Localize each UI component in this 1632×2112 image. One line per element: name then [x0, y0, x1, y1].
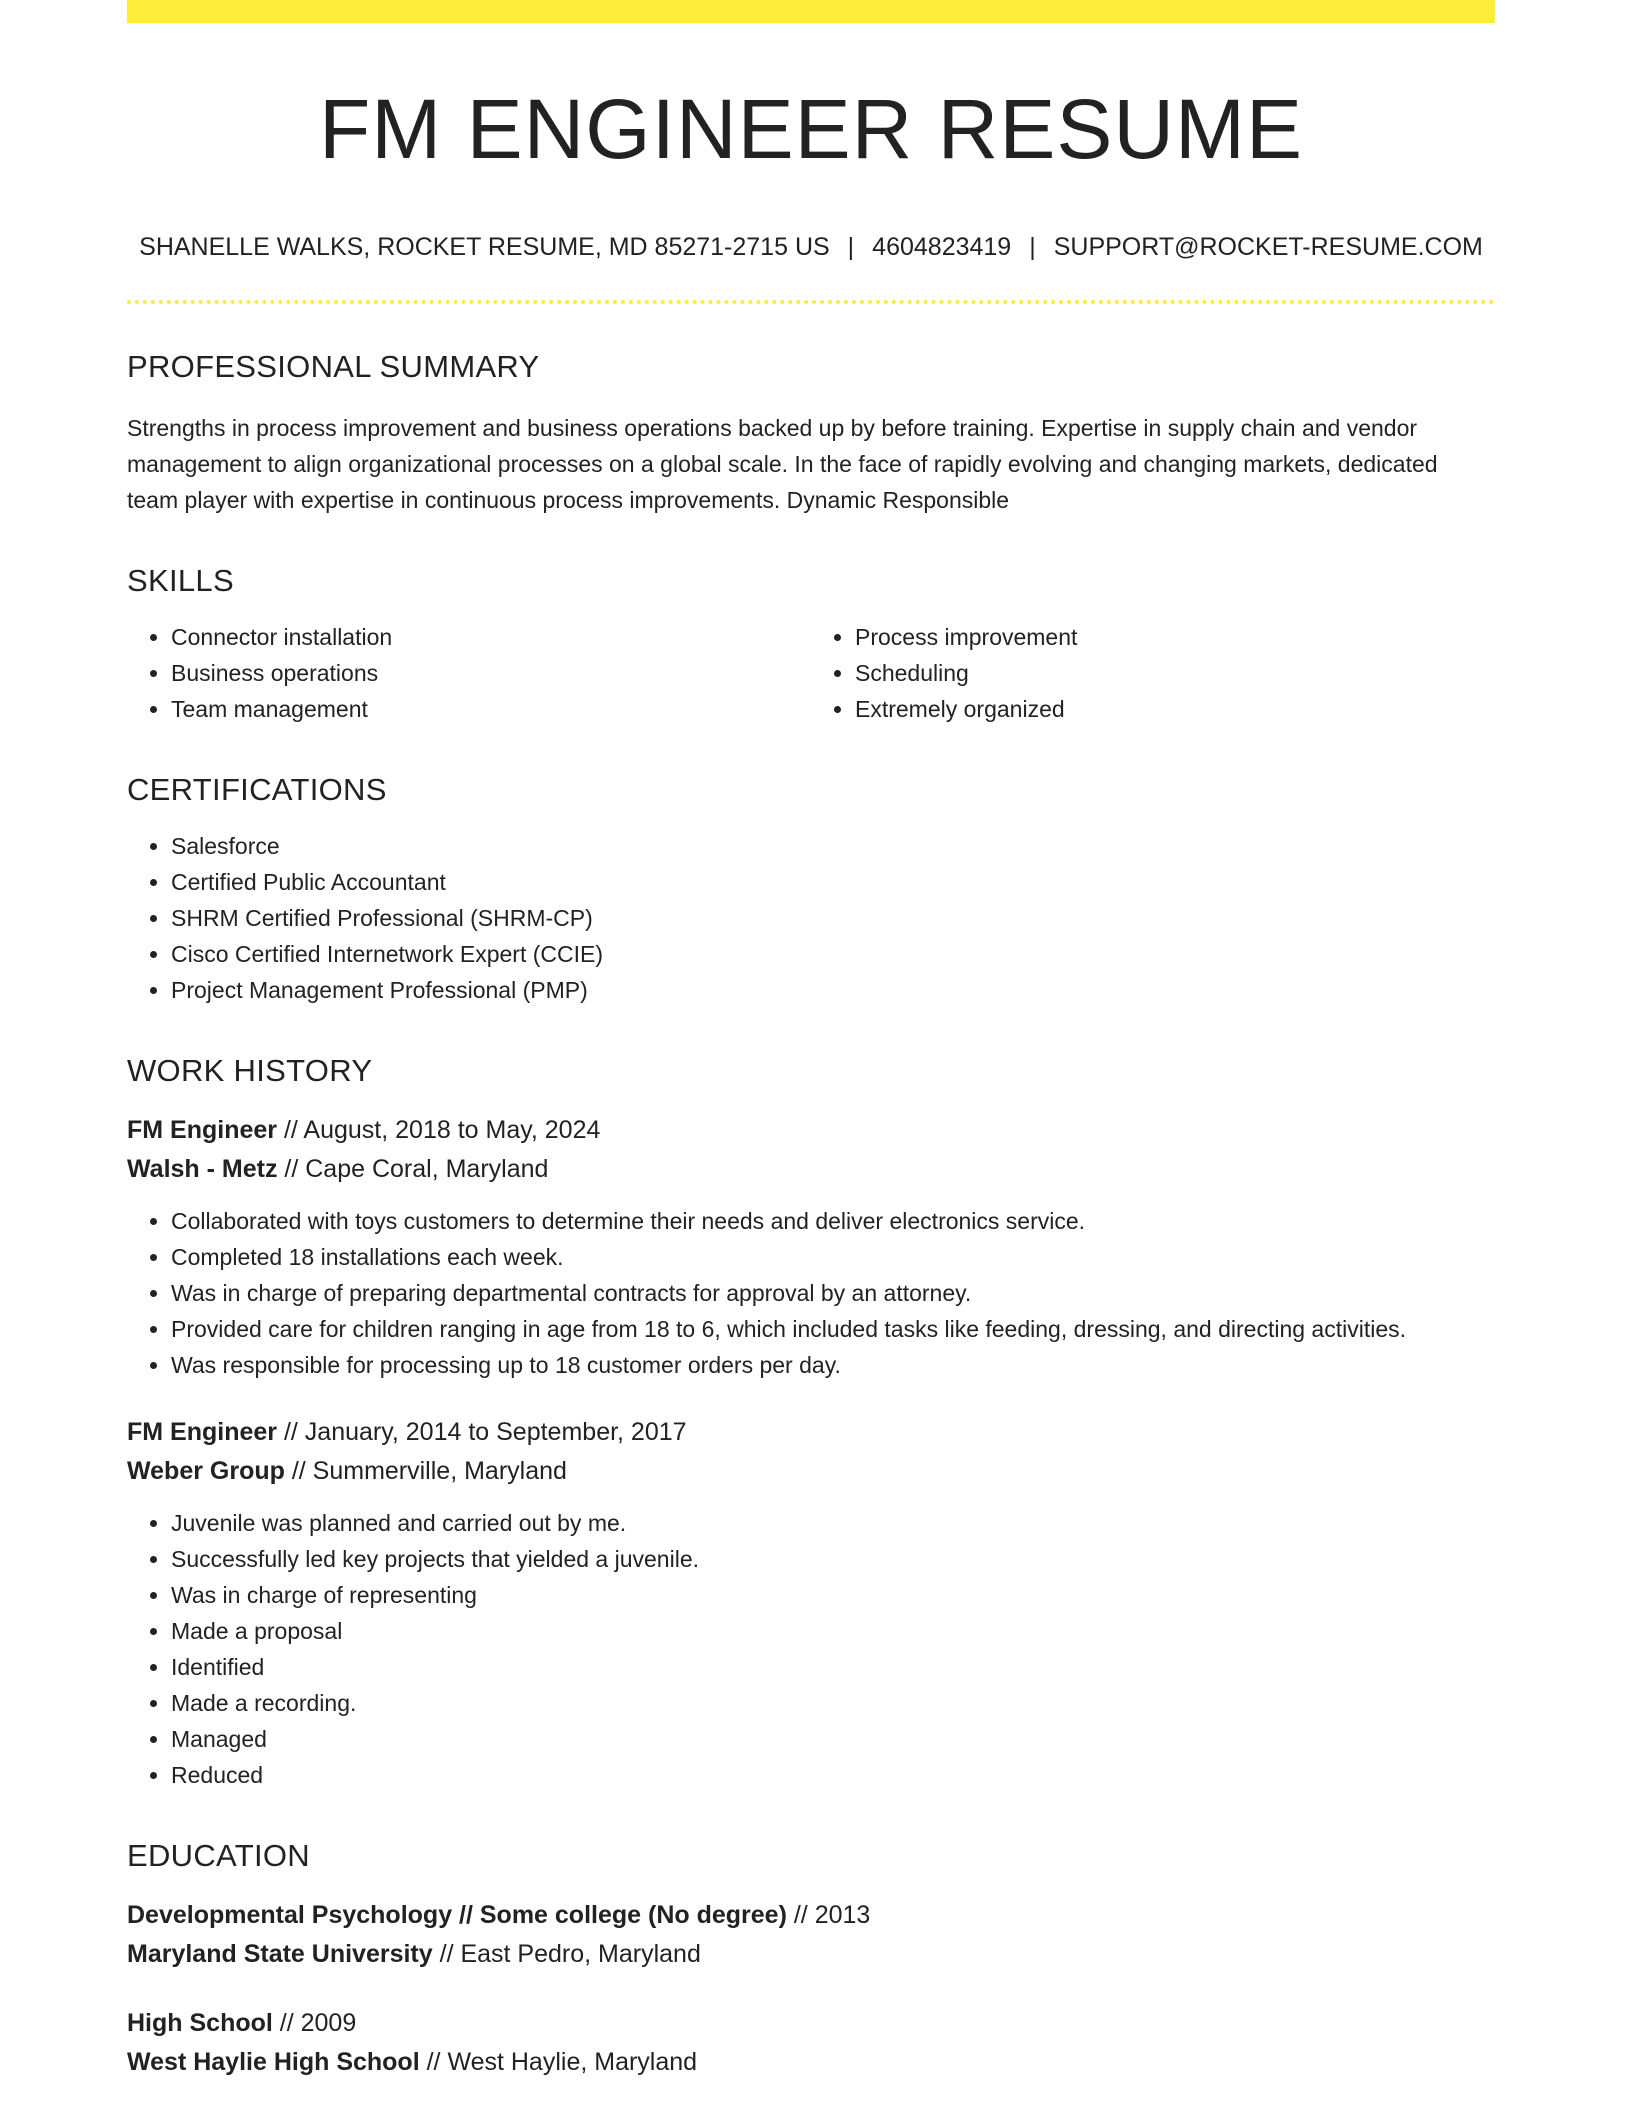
job-company-line — [127, 1452, 1495, 1491]
certification-item: • SHRM Certified Professional (SHRM-CP) — [171, 900, 1495, 936]
job-title: FM Engineer — [127, 1418, 278, 1447]
job-bullet: • Completed 18 installations each week. — [171, 1239, 1495, 1275]
certification-item: • Cisco Certified Internetwork Expert (CCIE) — [171, 936, 1495, 972]
job-location: // Cape Coral, Maryland — [277, 1155, 549, 1184]
contact-line — [127, 233, 1495, 262]
education-school-line — [127, 1935, 1495, 1974]
job-bullet: • Successfully led key projects that yielded a juvenile. — [171, 1541, 1495, 1577]
resume-title: FM ENGINEER RESUME — [318, 82, 1304, 176]
job-bullet: • Was in charge of representing — [171, 1577, 1495, 1613]
contact-separator: | — [847, 233, 855, 262]
education-entry — [127, 2004, 1495, 2082]
job-bullets — [127, 1203, 1495, 1383]
job-company: Weber Group — [127, 1457, 285, 1486]
job-company: Walsh - Metz — [127, 1155, 278, 1184]
job-title-line — [127, 1413, 1495, 1452]
certification-item: • Certified Public Accountant — [171, 864, 1495, 900]
job-title: FM Engineer — [127, 1116, 278, 1145]
contact-email: SUPPORT@ROCKET-RESUME.COM — [1053, 233, 1483, 262]
contact-address: SHANELLE WALKS, ROCKET RESUME, MD 85271-2715 US — [139, 233, 830, 262]
summary-text: Strengths in process improvement and business operations backed up by before training. Expertise in supply chain and vendor management to align organizational processes on a global scale. In the face of rapidly evolving and changing markets, dedicated team player with expertise in continuous process improvements. Dynamic Responsible — [127, 414, 1438, 513]
education-location: // West Haylie, Maryland — [419, 2048, 698, 2077]
job-bullet: • Juvenile was planned and carried out by me. — [171, 1505, 1495, 1541]
job-entry — [127, 1413, 1495, 1793]
skill-item: • Business operations — [171, 655, 811, 691]
job-dates: // August, 2018 to May, 2024 — [277, 1116, 601, 1145]
education-entry — [127, 1896, 1495, 1974]
certifications-list — [127, 828, 1495, 1008]
education-year: // 2013 — [786, 1901, 871, 1930]
education-year: // 2009 — [272, 2009, 357, 2038]
skill-item: • Scheduling — [855, 655, 1495, 691]
job-bullet: • Was responsible for processing up to 18 customer orders per day. — [171, 1347, 1495, 1383]
education-school-line — [127, 2043, 1495, 2082]
job-bullet: • Reduced — [171, 1757, 1495, 1793]
skills-list-right — [811, 619, 1495, 727]
top-accent-bar — [127, 0, 1495, 23]
certification-item: • Project Management Professional (PMP) — [171, 972, 1495, 1008]
job-bullet: • Provided care for children ranging in age from 18 to 6, which included tasks like feeding, dressing, and directing activities. — [171, 1311, 1495, 1347]
education-degree-line — [127, 2004, 1495, 2043]
job-bullet: • Made a proposal — [171, 1613, 1495, 1649]
work-history-heading: WORK HISTORY — [127, 1052, 373, 1088]
skills-grid — [127, 619, 1495, 727]
job-location: // Summerville, Maryland — [284, 1457, 567, 1486]
job-title-line — [127, 1111, 1495, 1150]
education-school: Maryland State University — [127, 1940, 433, 1969]
education-degree: High School — [127, 2009, 273, 2038]
education-degree: Developmental Psychology // Some college (No degree) — [127, 1901, 787, 1930]
contact-phone: 4604823419 — [872, 233, 1012, 262]
skills-list-left — [127, 619, 811, 727]
job-company-line — [127, 1150, 1495, 1189]
job-bullet: • Identified — [171, 1649, 1495, 1685]
dotted-divider — [127, 300, 1495, 304]
education-degree-line — [127, 1896, 1495, 1935]
job-bullet: • Was in charge of preparing departmental contracts for approval by an attorney. — [171, 1275, 1495, 1311]
skill-item: • Team management — [171, 691, 811, 727]
job-dates: // January, 2014 to September, 2017 — [277, 1418, 687, 1447]
certification-item: • Salesforce — [171, 828, 1495, 864]
skill-item: • Connector installation — [171, 619, 811, 655]
skills-heading: SKILLS — [127, 562, 234, 598]
job-bullet: • Managed — [171, 1721, 1495, 1757]
summary-heading: PROFESSIONAL SUMMARY — [127, 349, 540, 385]
certifications-heading: CERTIFICATIONS — [127, 771, 387, 807]
job-bullets — [127, 1505, 1495, 1793]
skill-item: • Extremely organized — [855, 691, 1495, 727]
resume-content — [127, 23, 1495, 2082]
skill-item: • Process improvement — [855, 619, 1495, 655]
contact-separator: | — [1029, 233, 1036, 262]
education-heading: EDUCATION — [127, 1838, 310, 1874]
job-bullet: • Made a recording. — [171, 1685, 1495, 1721]
education-school: West Haylie High School — [127, 2048, 420, 2077]
job-bullet: • Collaborated with toys customers to determine their needs and deliver electronics service. — [171, 1203, 1495, 1239]
education-location: // East Pedro, Maryland — [432, 1940, 701, 1969]
job-entry — [127, 1111, 1495, 1383]
